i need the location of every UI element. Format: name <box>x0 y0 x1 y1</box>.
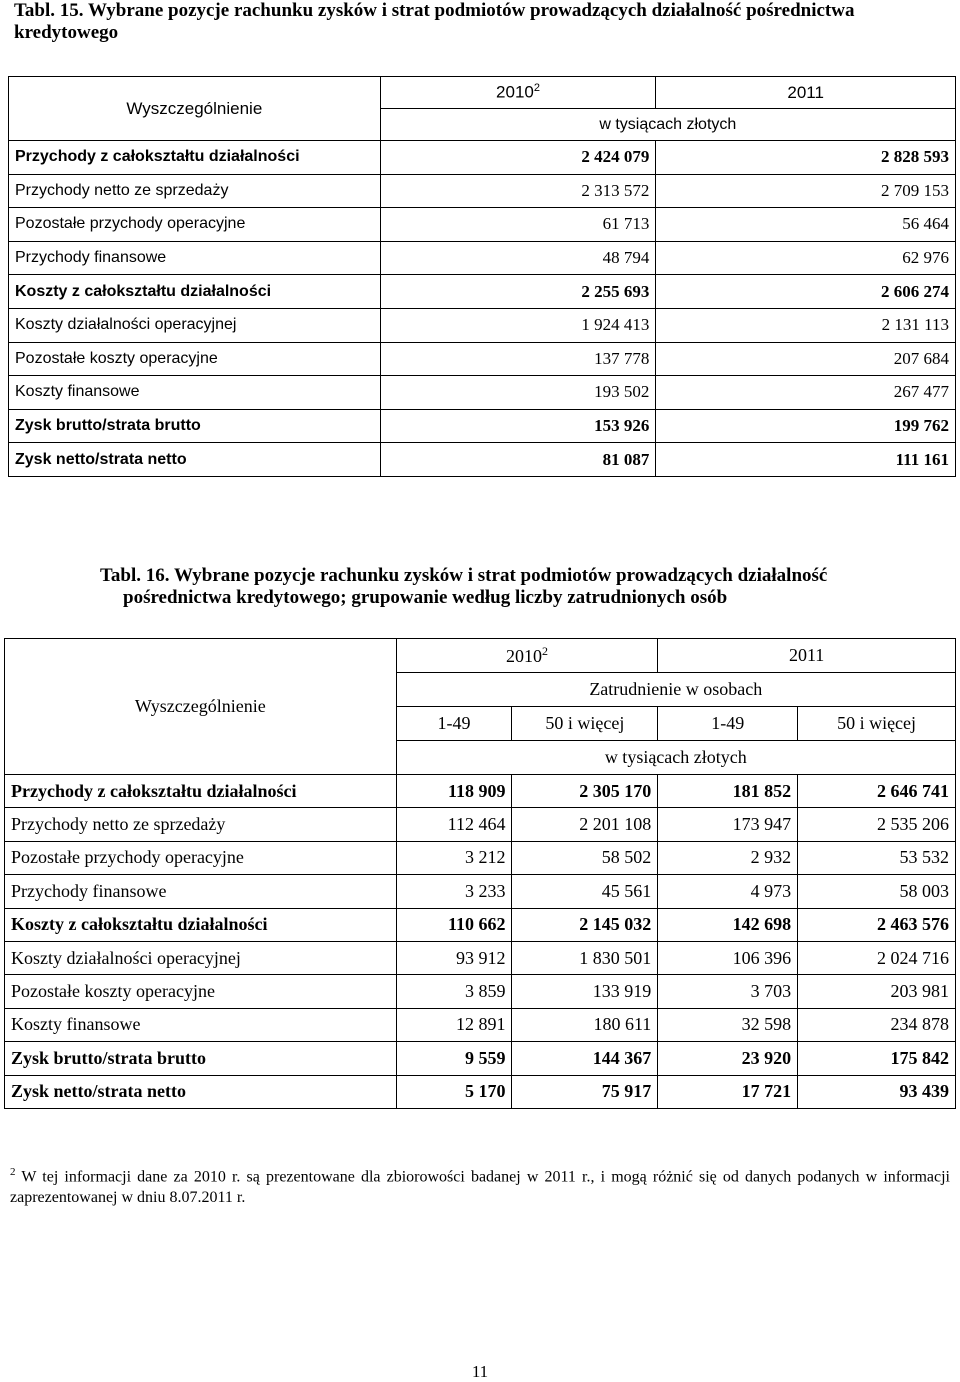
value-2011-50-plus: 234 878 <box>798 1008 956 1041</box>
value-2010: 2 255 693 <box>380 275 656 309</box>
table-16-title-line2: pośrednictwa kredytowego; grupowanie według liczby zatrudnionych osób <box>123 587 728 608</box>
table-row <box>9 342 956 376</box>
row-label: Przychody finansowe <box>9 241 381 275</box>
value-2011: 111 161 <box>656 443 956 477</box>
footnote-text: W tej informacji dane za 2010 r. są prezentowane dla zbiorowości badanej w 2011 r., i mogą różnić się od danych podanych w informacji zaprezentowanej w dniu 8.07.2011 r. <box>10 1168 950 1207</box>
table-row <box>9 308 956 342</box>
table-row <box>9 241 956 275</box>
value-2010: 137 778 <box>380 342 656 376</box>
row-label: Pozostałe przychody operacyjne <box>9 208 381 242</box>
row-label: Zysk netto/strata netto <box>5 1075 397 1108</box>
value-2011-1-49: 23 920 <box>658 1042 798 1075</box>
value-2010: 48 794 <box>380 241 656 275</box>
value-2011: 199 762 <box>656 409 956 443</box>
value-2010-1-49: 9 559 <box>396 1042 512 1075</box>
value-2011: 2 606 274 <box>656 275 956 309</box>
table-16-title-prefix: Tabl. 16. <box>100 565 170 586</box>
value-2010-1-49: 118 909 <box>396 775 512 808</box>
table-16-header-label: Wyszczególnienie <box>5 639 397 775</box>
value-2011-50-plus: 2 535 206 <box>798 808 956 841</box>
value-2010: 1 924 413 <box>380 308 656 342</box>
value-2011-50-plus: 203 981 <box>798 975 956 1008</box>
value-2010-50-plus: 75 917 <box>512 1075 658 1108</box>
footnote <box>10 1162 950 1208</box>
row-label: Zysk netto/strata netto <box>9 443 381 477</box>
table-16-title <box>100 565 940 609</box>
table-row <box>5 841 956 874</box>
value-2011-1-49: 3 703 <box>658 975 798 1008</box>
header-label-text: Wyszczególnienie <box>126 98 263 118</box>
row-label: Pozostałe koszty operacyjne <box>5 975 397 1008</box>
value-2011: 2 709 153 <box>656 174 956 208</box>
value-2011-50-plus: 175 842 <box>798 1042 956 1075</box>
value-2010-1-49: 3 233 <box>396 875 512 908</box>
value-2011-50-plus: 53 532 <box>798 841 956 874</box>
value-2011-50-plus: 93 439 <box>798 1075 956 1108</box>
row-label: Przychody z całokształtu działalności <box>5 775 397 808</box>
value-2010-50-plus: 58 502 <box>512 841 658 874</box>
row-label: Koszty finansowe <box>9 376 381 410</box>
table-16-header-row-years <box>5 639 956 673</box>
value-2011: 2 828 593 <box>656 141 956 175</box>
value-2010-1-49: 12 891 <box>396 1008 512 1041</box>
value-2011-1-49: 32 598 <box>658 1008 798 1041</box>
row-label: Koszty z całokształtu działalności <box>5 908 397 941</box>
value-2010-50-plus: 2 201 108 <box>512 808 658 841</box>
value-2011-1-49: 17 721 <box>658 1075 798 1108</box>
value-2010-1-49: 3 859 <box>396 975 512 1008</box>
table-15-header-year-2011 <box>656 77 956 109</box>
row-label: Pozostałe przychody operacyjne <box>5 841 397 874</box>
table-15-title-text: Wybrane pozycje rachunku zysków i strat podmiotów prowadzących działalność pośrednictwa kredytowego <box>14 0 855 43</box>
table-row <box>5 808 956 841</box>
page-number: 11 <box>471 1362 489 1381</box>
value-2011-50-plus: 2 463 576 <box>798 908 956 941</box>
value-2011-50-plus: 2 646 741 <box>798 775 956 808</box>
table-15-header-label <box>9 77 381 141</box>
value-2010-1-49: 5 170 <box>396 1075 512 1108</box>
table-row <box>5 775 956 808</box>
value-2011: 207 684 <box>656 342 956 376</box>
year-2010-footnote-ref: 2 <box>533 82 540 95</box>
table-15-title <box>14 0 954 44</box>
table-row <box>9 208 956 242</box>
year-2010-footnote-ref: 2 <box>541 644 548 658</box>
value-2010-1-49: 3 212 <box>396 841 512 874</box>
table-16-header-col-c: 1-49 <box>658 707 798 741</box>
row-label: Zysk brutto/strata brutto <box>9 409 381 443</box>
table-16-header-col-b: 50 i więcej <box>512 707 658 741</box>
value-2010: 193 502 <box>380 376 656 410</box>
table-16 <box>4 638 956 1109</box>
table-16-title-line1: Wybrane pozycje rachunku zysków i strat podmiotów prowadzących działalność <box>173 565 828 586</box>
value-2011-1-49: 106 396 <box>658 941 798 974</box>
table-15-header-year-2010 <box>380 77 656 109</box>
value-2010-50-plus: 1 830 501 <box>512 941 658 974</box>
table-row <box>5 908 956 941</box>
value-2011-50-plus: 2 024 716 <box>798 941 956 974</box>
value-2011: 56 464 <box>656 208 956 242</box>
value-2011-1-49: 173 947 <box>658 808 798 841</box>
table-15 <box>8 76 956 477</box>
table-row <box>9 376 956 410</box>
year-2011-text: 2011 <box>787 82 824 102</box>
table-row <box>9 174 956 208</box>
table-row <box>9 141 956 175</box>
year-2010-text: 2010 <box>496 82 534 102</box>
row-label: Koszty finansowe <box>5 1008 397 1041</box>
table-row <box>5 1008 956 1041</box>
value-2011-1-49: 181 852 <box>658 775 798 808</box>
row-label: Zysk brutto/strata brutto <box>5 1042 397 1075</box>
table-16-header-employment: Zatrudnienie w osobach <box>396 673 955 707</box>
value-2010: 61 713 <box>380 208 656 242</box>
value-2011: 2 131 113 <box>656 308 956 342</box>
value-2010: 2 313 572 <box>380 174 656 208</box>
value-2011: 62 976 <box>656 241 956 275</box>
value-2010-50-plus: 2 305 170 <box>512 775 658 808</box>
row-label: Koszty działalności operacyjnej <box>9 308 381 342</box>
row-label: Koszty działalności operacyjnej <box>5 941 397 974</box>
value-2010: 81 087 <box>380 443 656 477</box>
value-2010-1-49: 112 464 <box>396 808 512 841</box>
value-2010-50-plus: 144 367 <box>512 1042 658 1075</box>
value-2010-50-plus: 180 611 <box>512 1008 658 1041</box>
year-2010-text: 2010 <box>505 646 542 666</box>
value-2011-1-49: 4 973 <box>658 875 798 908</box>
value-2010-50-plus: 2 145 032 <box>512 908 658 941</box>
table-row <box>5 1042 956 1075</box>
value-2010: 153 926 <box>380 409 656 443</box>
table-15-header-unit: w tysiącach złotych <box>380 109 955 141</box>
table-row <box>5 975 956 1008</box>
table-row <box>9 275 956 309</box>
table-16-header-year-2010 <box>396 639 658 673</box>
table-16-header-year-2011: 2011 <box>658 639 956 673</box>
row-label: Koszty z całokształtu działalności <box>9 275 381 309</box>
value-2011-50-plus: 58 003 <box>798 875 956 908</box>
table-row <box>9 409 956 443</box>
row-label: Przychody z całokształtu działalności <box>9 141 381 175</box>
footnote-marker: 2 <box>10 1166 16 1178</box>
value-2010-50-plus: 133 919 <box>512 975 658 1008</box>
row-label: Pozostałe koszty operacyjne <box>9 342 381 376</box>
row-label: Przychody netto ze sprzedaży <box>9 174 381 208</box>
table-row <box>5 875 956 908</box>
value-2010: 2 424 079 <box>380 141 656 175</box>
table-15-title-prefix: Tabl. 15. <box>14 0 84 21</box>
row-label: Przychody finansowe <box>5 875 397 908</box>
row-label: Przychody netto ze sprzedaży <box>5 808 397 841</box>
value-2011: 267 477 <box>656 376 956 410</box>
value-2010-1-49: 93 912 <box>396 941 512 974</box>
value-2010-50-plus: 45 561 <box>512 875 658 908</box>
value-2010-1-49: 110 662 <box>396 908 512 941</box>
value-2011-1-49: 142 698 <box>658 908 798 941</box>
table-row <box>5 1075 956 1108</box>
table-16-header-col-d: 50 i więcej <box>798 707 956 741</box>
table-16-header-unit: w tysiącach złotych <box>396 741 955 775</box>
table-15-header-row-years <box>9 77 956 109</box>
table-16-header-col-a: 1-49 <box>396 707 512 741</box>
table-row <box>9 443 956 477</box>
value-2011-1-49: 2 932 <box>658 841 798 874</box>
table-row <box>5 941 956 974</box>
